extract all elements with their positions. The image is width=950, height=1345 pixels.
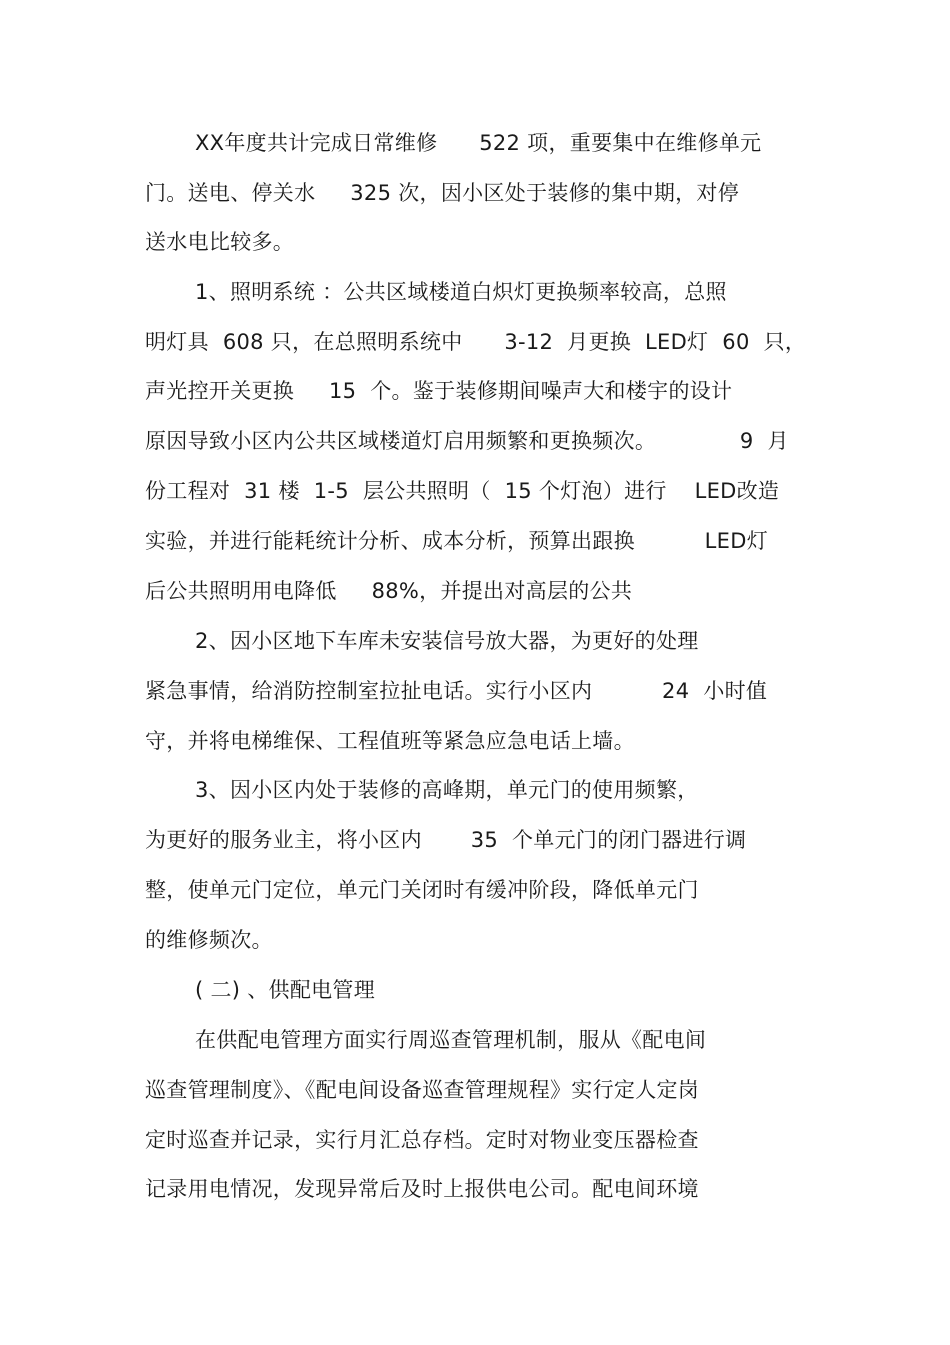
- text-line: 3、因小区内处于装修的高峰期，单元门的使用频繁，: [195, 778, 699, 802]
- text-line: 声光控开关更换 15 个。鉴于装修期间噪声大和楼宇的设计: [145, 379, 733, 403]
- text-line: 份工程对 31 楼 1-5 层公共照明（ 15 个灯泡）进行 LED改造: [145, 479, 780, 503]
- text-line: 紧急事情，给消防控制室拉扯电话。实行小区内 24 小时值: [145, 679, 768, 703]
- text-line: 送水电比较多。: [145, 230, 295, 254]
- text-line: 整，使单元门定位，单元门关闭时有缓冲阶段，降低单元门: [145, 878, 699, 902]
- text-line: 守，并将电梯维保、工程值班等紧急应急电话上墙。: [145, 729, 635, 753]
- text-line: 1、照明系统 ：公共区域楼道白炽灯更换频率较高，总照: [195, 280, 727, 304]
- text-line: 在供配电管理方面实行周巡查管理机制，服从《配电间: [195, 1028, 707, 1052]
- section-heading: ( 二) 、供配电管理: [195, 978, 376, 1002]
- text-line: 巡查管理制度》、《配电间设备巡查管理规程》实行定人定岗: [145, 1078, 700, 1102]
- text-line: 实验，并进行能耗统计分析、成本分析，预算出跟换 LED灯: [145, 529, 768, 553]
- text-line: 为更好的服务业主，将小区内 35 个单元门的闭门器进行调: [145, 828, 747, 852]
- text-line: 的维修频次。: [145, 928, 273, 952]
- text-line: 后公共照明用电降低 88%，并提出对高层的公共: [145, 579, 633, 603]
- text-line: XX年度共计完成日常维修 522 项，重要集中在维修单元: [195, 131, 762, 155]
- text-line: 记录用电情况，发现异常后及时上报供电公司。配电间环境: [145, 1177, 699, 1201]
- text-line: 明灯具 608 只，在总照明系统中 3-12 月更换 LED灯 60 只，: [145, 330, 807, 354]
- text-line: 原因导致小区内公共区域楼道灯启用频繁和更换频次。 9 月: [145, 429, 789, 453]
- text-line: 定时巡查并记录，实行月汇总存档。定时对物业变压器检查: [145, 1128, 699, 1152]
- text-line: 2、因小区地下车库未安装信号放大器，为更好的处理: [195, 629, 699, 653]
- text-line: 门。送电、停关水 325 次，因小区处于装修的集中期，对停: [145, 181, 740, 205]
